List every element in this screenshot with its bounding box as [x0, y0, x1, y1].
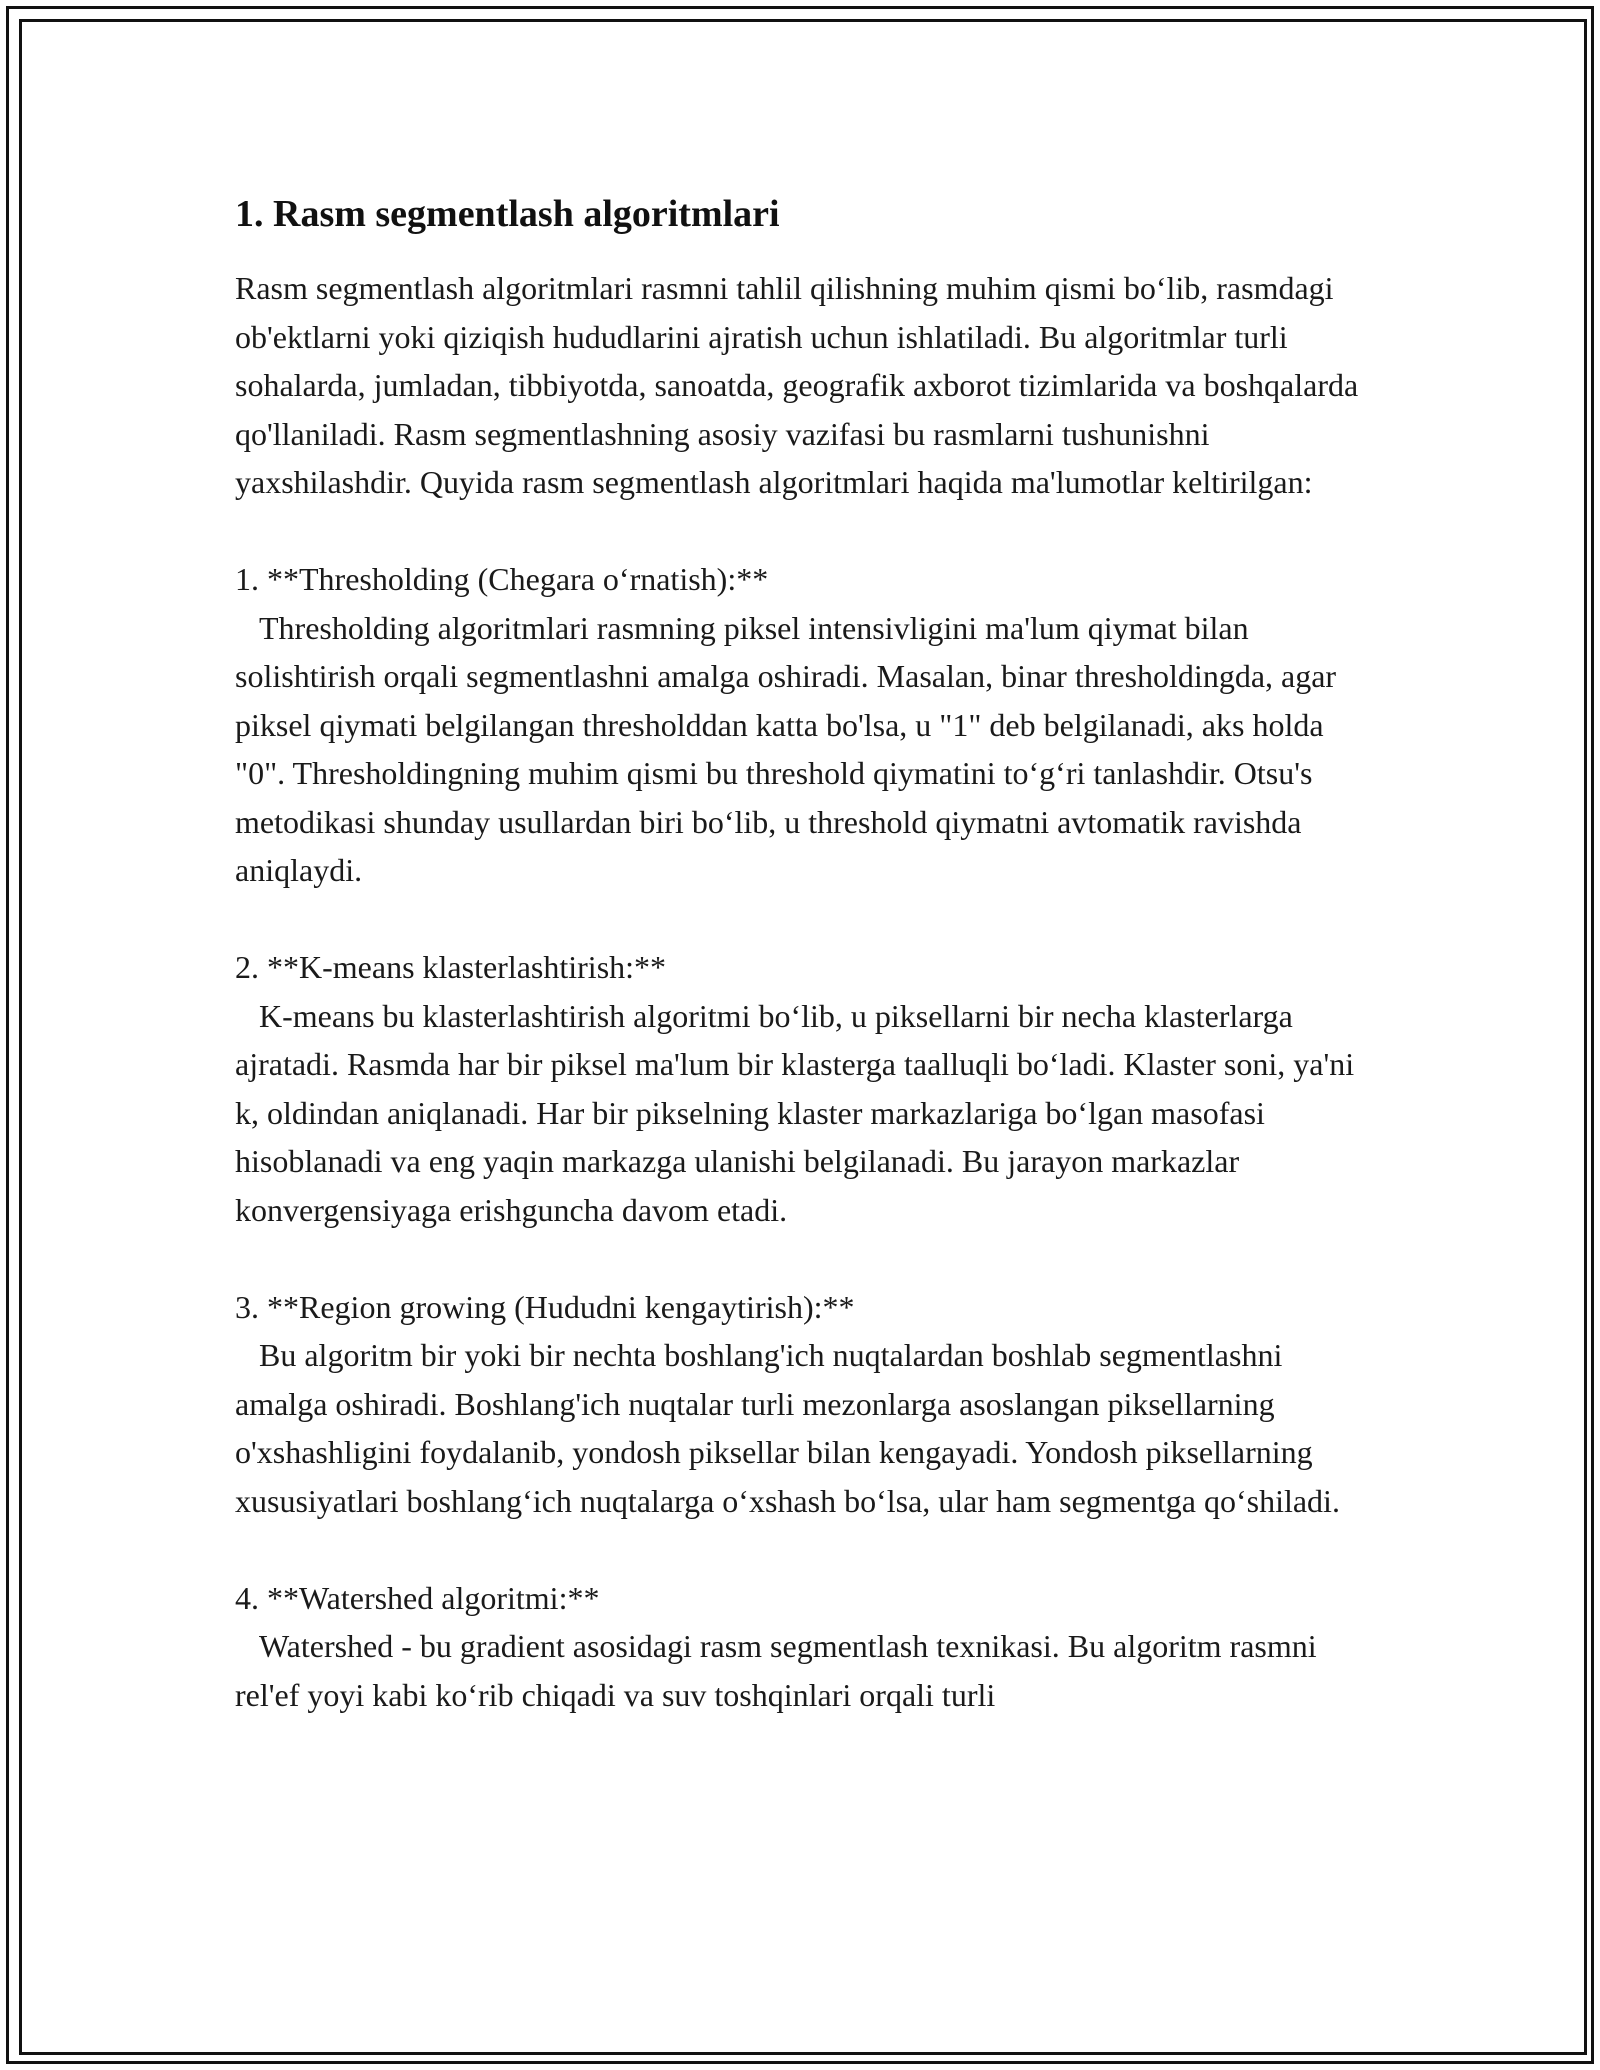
section-heading-watershed: 4. **Watershed algoritmi:** [235, 1579, 600, 1616]
section-heading-region-growing: 3. **Region growing (Hududni kengaytirish):** [235, 1288, 855, 1325]
section-body-thresholding: Thresholding algoritmlari rasmning piksel intensivligini ma'lum qiymat bilan solishtirish orqali segmentlashni amalga oshiradi. Masalan, binar thresholdingda, agar piksel qiymati belgilangan thresholddan katta bo'lsa, u "1" deb belgilanadi, aks holda "0". Thresholdingning muhim qismi bu threshold qiymatini to‘g‘ri tanlashdir. Otsu's metodikasi shunday usullardan biri bo‘lib, u threshold qiymatni avtomatik ravishda aniqlaydi. [235, 609, 1345, 888]
section-body-region-growing: Bu algoritm bir yoki bir nechta boshlang'ich nuqtalardan boshlab segmentlashni amalga oshiradi. Boshlang'ich nuqtalar turli mezonlarga asoslangan piksellarning o'xshashligini foydalanib, yondosh piksellar bilan kengayadi. Yondosh piksellarning xususiyatlari boshlang‘ich nuqtalarga o‘xshash bo‘lsa, ular ham segmentga qo‘shiladi. [235, 1337, 1340, 1519]
section-body-watershed: Watershed - bu gradient asosidagi rasm segmentlash texnikasi. Bu algoritm rasmni rel'ef yoyi kabi ko‘rib chiqadi va suv toshqinlari orqali turli [235, 1628, 1325, 1713]
section-body-kmeans: K-means bu klasterlashtirish algoritmi bo‘lib, u piksellarni bir necha klasterlarga ajratadi. Rasmda har bir piksel ma'lum bir klasterga taalluqli bo‘ladi. Klaster soni, ya'ni k, oldindan aniqlanadi. Har bir pikselning klaster markazlariga bo‘lgan masofasi hisoblanadi va eng yaqin markazga ulanishi belgilanadi. Bu jarayon markazlar konvergensiyaga erishguncha davom etadi. [235, 997, 1363, 1228]
paragraph-gap [235, 1234, 1375, 1283]
section-heading-kmeans: 2. **K-means klasterlashtirish:** [235, 949, 667, 985]
document-body [235, 188, 1375, 1719]
paragraph-gap [235, 507, 1375, 556]
paragraph-gap [235, 1525, 1375, 1574]
intro-paragraph: Rasm segmentlash algoritmlari rasmni tahlil qilishning muhim qismi bo‘lib, rasmdagi ob'ektlarni yoki qiziqish hududlarini ajratish uchun ishlatiladi. Bu algoritmlar turli sohalarda, jumladan, tibbiyotda, sanoatda, geografik axborot tizimlarida va boshqalarda qo'llaniladi. Rasm segmentlashning asosiy vazifasi bu rasmlarni tushunishni yaxshilashdir. Quyida rasm segmentlash algoritmlari haqida ma'lumotlar keltirilgan: [235, 270, 1367, 500]
paragraph-gap [235, 895, 1375, 944]
document-title: 1. Rasm segmentlash algoritmlari [235, 193, 780, 235]
section-heading-thresholding: 1. **Thresholding (Chegara o‘rnatish):** [235, 561, 769, 597]
